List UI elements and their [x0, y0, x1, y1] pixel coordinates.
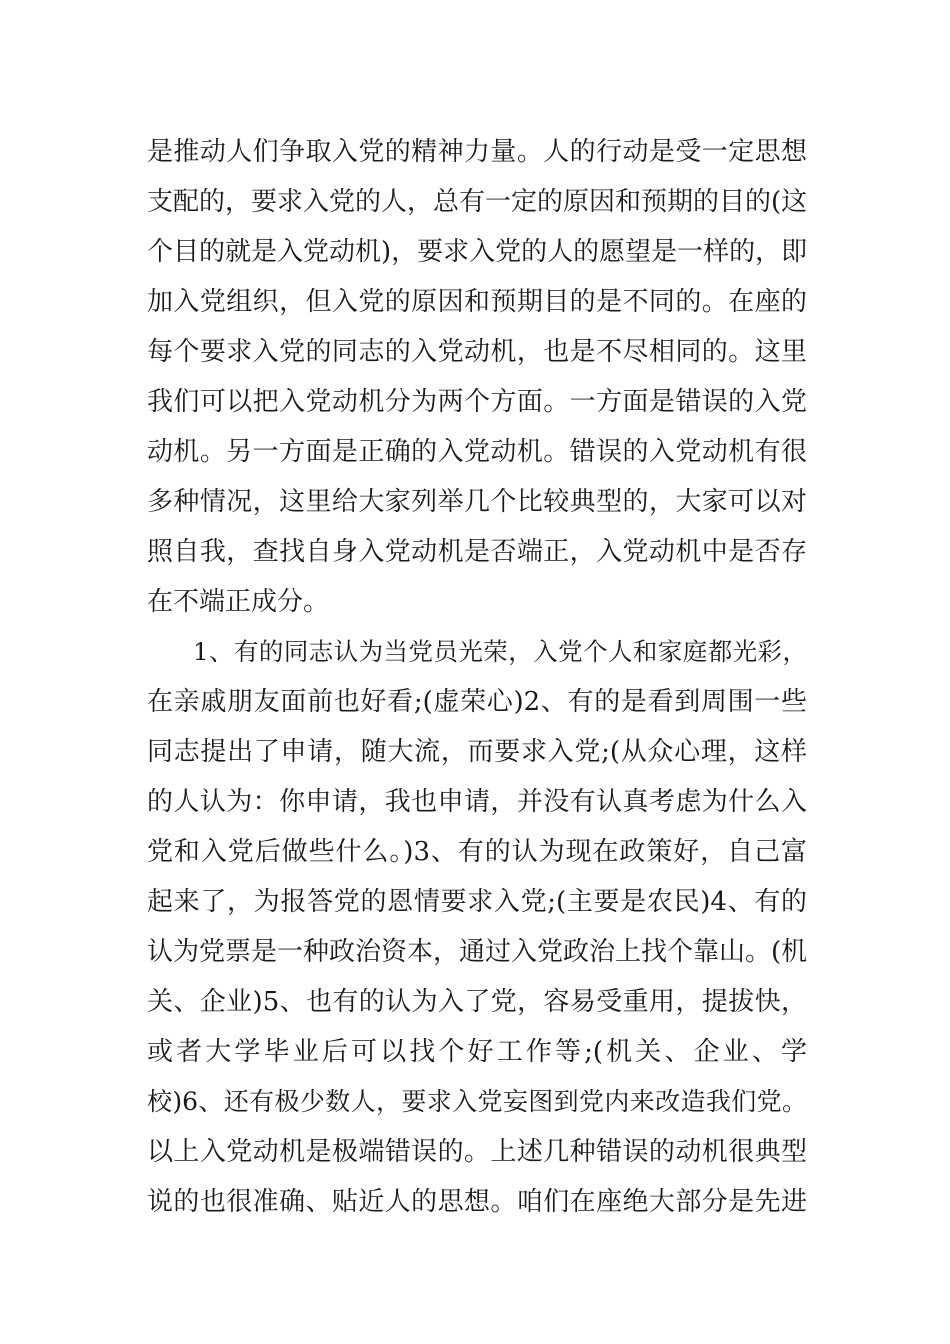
text-line-19: 或者大学毕业后可以找个好工作等;(机关、企业、学 — [147, 1037, 807, 1067]
text-line-11: 1、有的同志认为当党员光荣，入党个人和家庭都光彩， — [193, 637, 807, 666]
text-line-1: 是推动人们争取入党的精神力量。人的行动是受一定思想 — [147, 137, 807, 167]
text-line-15: 党和入党后做些什么。)3、有的认为现在政策好，自己富 — [147, 837, 807, 867]
text-line-2: 支配的，要求入党的人，总有一定的原因和预期的目的(这 — [147, 187, 808, 217]
text-line-3: 个目的就是入党动机)，要求入党的人的愿望是一样的，即 — [147, 237, 808, 267]
text-line-16: 起来了，为报答党的恩情要求入党;(主要是农民)4、有的 — [147, 887, 807, 917]
text-line-9: 照自我，查找自身入党动机是否端正，入党动机中是否存 — [147, 537, 807, 567]
text-line-20: 校)6、还有极少数人，要求入党妄图到党内来改造我们党。 — [147, 1087, 807, 1116]
text-line-13: 同志提出了申请，随大流，而要求入党;(从众心理，这样 — [147, 737, 807, 767]
text-line-12: 在亲戚朋友面前也好看;(虚荣心)2、有的是看到周围一些 — [147, 687, 807, 717]
text-line-21: 以上入党动机是极端错误的。上述几种错误的动机很典型 — [147, 1137, 807, 1167]
text-line-5: 每个要求入党的同志的入党动机，也是不尽相同的。这里 — [147, 337, 807, 367]
text-line-4: 加入党组织，但入党的原因和预期目的是不同的。在座的 — [147, 287, 807, 317]
text-line-8: 多种情况，这里给大家列举几个比较典型的，大家可以对 — [147, 487, 807, 517]
text-line-17: 认为党票是一种政治资本，通过入党政治上找个靠山。(机 — [147, 937, 808, 967]
text-line-14: 的人认为：你申请，我也申请，并没有认真考虑为什么入 — [147, 787, 807, 817]
text-line-10: 在不端正成分。 — [147, 587, 330, 617]
text-line-7: 动机。另一方面是正确的入党动机。错误的入党动机有很 — [147, 437, 807, 467]
text-line-6: 我们可以把入党动机分为两个方面。一方面是错误的入党 — [147, 387, 807, 417]
text-line-22: 说的也很准确、贴近人的思想。咱们在座绝大部分是先进 — [147, 1187, 807, 1217]
text-line-18: 关、企业)5、也有的认为入了党，容易受重用，提拔快， — [147, 987, 807, 1017]
